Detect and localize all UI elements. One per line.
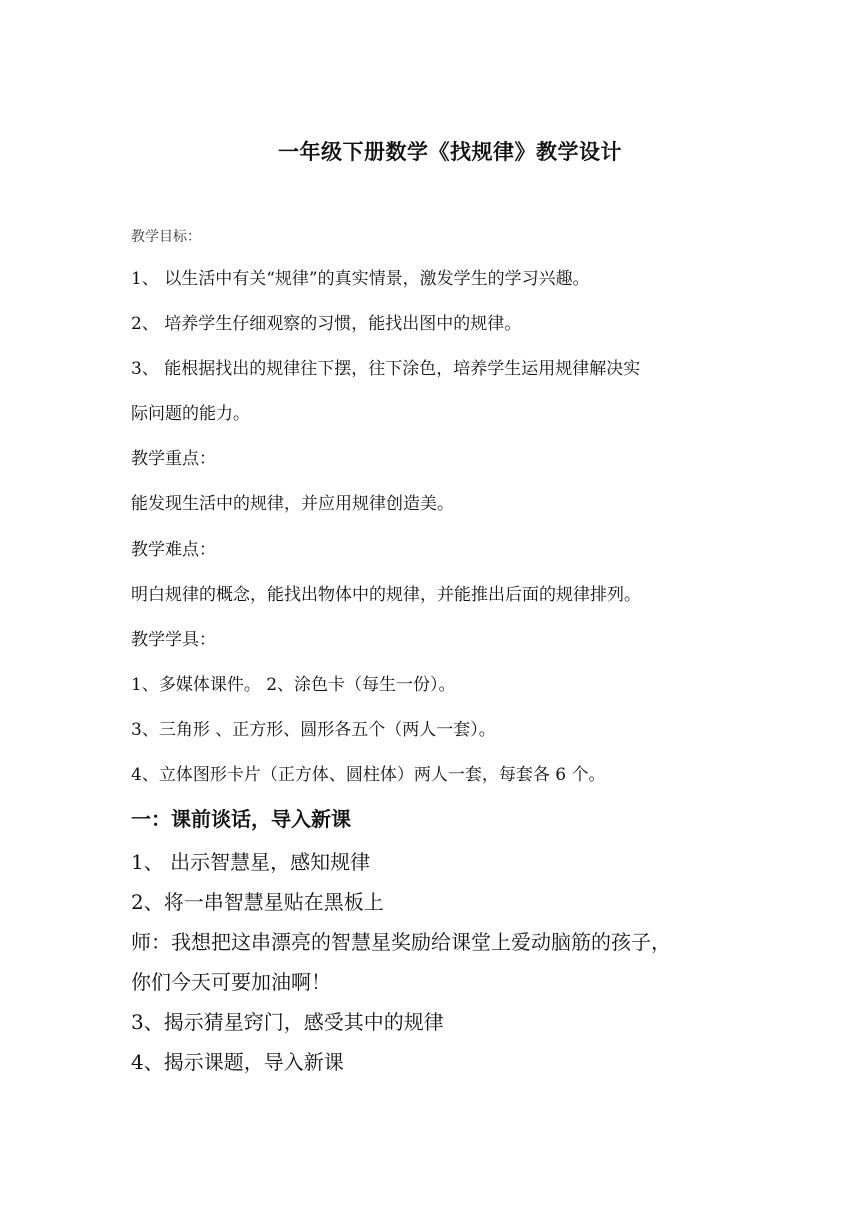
section-line: 2、将一串智慧星贴在黑板上 [131,890,384,914]
document-title: 一年级下册数学《找规律》教学设计 [278,139,622,164]
objective-item: 3、 能根据找出的规律往下摆，往下涂色，培养学生运用规律解决实 [131,359,641,379]
objective-item: 2、 培养学生仔细观察的习惯，能找出图中的规律。 [131,314,522,334]
section-line: 你们今天可要加油啊！ [131,970,331,994]
section-line: 师：我想把这串漂亮的智慧星奖励给课堂上爱动脑筋的孩子， [131,930,671,954]
tools-item: 4、立体图形卡片（正方体、圆柱体）两人一套，每套各 6 个。 [131,765,606,785]
section-heading: 一：课前谈话，导入新课 [131,807,351,831]
objectives-label: 教学目标： [131,229,201,245]
section-line: 4、揭示课题，导入新课 [131,1050,344,1074]
objective-item-continued: 际问题的能力。 [131,404,250,424]
section-line: 1、 出示智慧星，感知规律 [131,850,371,874]
section-line: 3、揭示猜星窍门，感受其中的规律 [131,1010,444,1034]
difficulties-label: 教学难点： [131,540,216,560]
tools-label: 教学学具： [131,630,216,650]
objective-item: 1、 以生活中有关“规律”的真实情景，激发学生的学习兴趣。 [131,269,590,289]
tools-item: 3、三角形 、正方形、圆形各五个（两人一套）。 [131,720,496,740]
tools-item: 1、多媒体课件。 2、涂色卡（每生一份）。 [131,675,456,695]
difficulties-text: 明白规律的概念，能找出物体中的规律，并能推出后面的规律排列。 [131,585,641,605]
key-points-label: 教学重点： [131,449,216,469]
key-points-text: 能发现生活中的规律，并应用规律创造美。 [131,494,454,514]
